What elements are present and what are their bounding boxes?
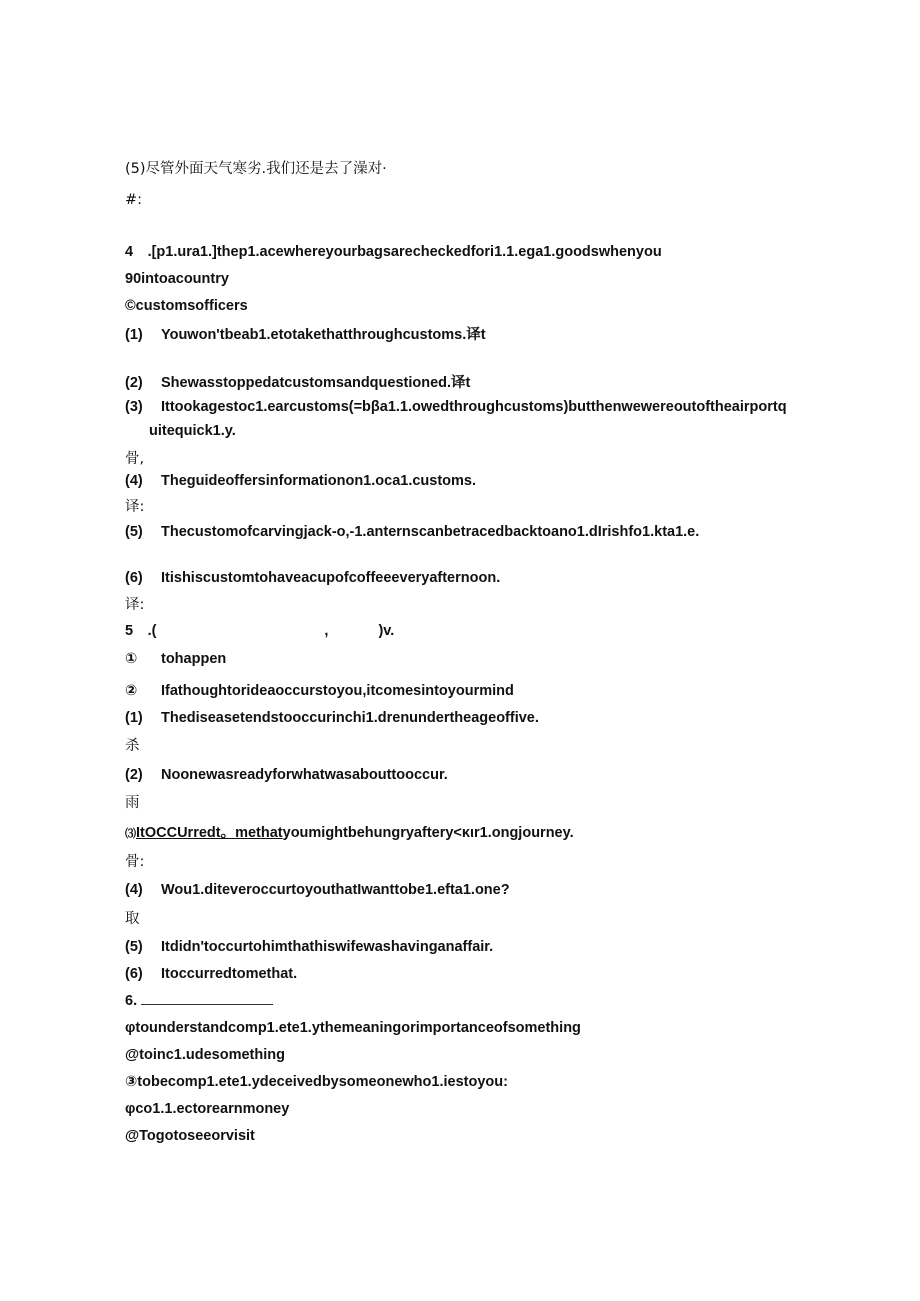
item-6-heading (125, 992, 273, 1010)
example-text: Noonewasreadyforwhatwasabouttooccur. (161, 767, 448, 783)
sense-number: ② (125, 683, 138, 699)
item-number: 5 .( (125, 623, 157, 639)
example-number: (1) (125, 327, 143, 343)
example-line (125, 472, 476, 490)
example-number: (6) (125, 570, 143, 586)
sense-line (125, 1127, 255, 1145)
example-number: (2) (125, 375, 143, 391)
item-4-definition (125, 243, 662, 261)
example-line (125, 326, 486, 344)
sentence-5-chinese (125, 160, 387, 178)
definition-text: 90intoacountry (125, 271, 229, 287)
translation-mark: 骨: (125, 854, 145, 870)
example-number: (6) (125, 966, 143, 982)
sense-line (125, 650, 226, 668)
answer-mark: #: (125, 192, 143, 208)
sense-line (125, 1046, 285, 1064)
example-text: Youwon'tbeab1.etotakethatthroughcustoms.译t (161, 327, 486, 343)
answer-blank (141, 994, 273, 1005)
example-number: (3) (125, 399, 143, 415)
example-line (125, 709, 539, 727)
example-line (125, 965, 297, 983)
example-text: Itoccurredtomethat. (161, 966, 298, 982)
comma: , (324, 623, 329, 639)
definition-text: 4 .[p1.ura1.]thep1.acewhereyourbagsarecheckedfori1.1.ega1.goodswhenyou (125, 244, 662, 260)
example-line (125, 766, 448, 784)
translation-label (125, 737, 140, 755)
item-5-heading (125, 622, 394, 640)
example-number: (4) (125, 882, 143, 898)
example-line (125, 374, 470, 392)
translation-mark: 译: (125, 597, 145, 613)
sense-text: φtounderstandcomp1.ete1.ythemeaningorimportanceofsomething (125, 1020, 581, 1036)
example-line-cont (149, 422, 236, 440)
example-number: ⑶ (125, 828, 136, 840)
sense-text: Ifathoughtorideaoccurstoyou,itcomesintoyourmind (161, 683, 514, 699)
example-line (125, 569, 500, 587)
example-text: youmightbehungryaftery<κιr1.ongjourney. (282, 825, 574, 841)
translation-mark: 骨, (125, 451, 145, 467)
example-text: Ittookagestoc1.earcustoms(=bβa1.1.owedthroughcustoms)butthenwewereoutoftheairportq (161, 399, 787, 415)
translation-label (125, 910, 140, 928)
translation-label (125, 450, 144, 468)
example-text: Thecustomofcarvingjack-o,-1.anternscanbetracedbacktoano1.dIrishfo1.kta1.e. (161, 524, 700, 540)
part-of-speech: )v. (378, 623, 395, 639)
example-number: (4) (125, 473, 143, 489)
example-text: Theguideoffersinformationon1.oca1.customs. (161, 473, 477, 489)
item-number: 6. (125, 993, 138, 1009)
example-text: Itdidn'toccurtohimthathiswifewashavinganaffair. (161, 939, 494, 955)
sense-text: ③tobecomp1.ete1.ydeceivedbysomeonewho1.iestoyou: (125, 1074, 508, 1090)
sense-text: @toinc1.udesomething (125, 1047, 285, 1063)
answer-label (125, 191, 142, 209)
example-number: (5) (125, 524, 143, 540)
sense-number: ① (125, 651, 138, 667)
example-number: (1) (125, 710, 143, 726)
example-text: Itishiscustomtohaveacupofcoffeeeveryafternoon. (161, 570, 501, 586)
chinese-sentence: (5)尽管外面天气寒劣.我们还是去了澡对· (125, 161, 387, 177)
sense-text: tohappen (161, 651, 227, 667)
example-text: Shewasstoppedatcustomsandquestioned.译t (161, 375, 471, 391)
sense-line (125, 682, 514, 700)
sense-text: @Togotoseeorvisit (125, 1128, 255, 1144)
translation-mark: 雨 (125, 795, 140, 811)
translation-mark: 译: (125, 499, 145, 515)
example-line (125, 523, 699, 541)
example-text: uitequick1.y. (149, 423, 236, 439)
translation-mark: 取 (125, 911, 140, 927)
sense-line (125, 1100, 289, 1118)
example-line (125, 881, 510, 899)
sense-text: φco1.1.ectorearnmoney (125, 1101, 290, 1117)
example-line (125, 824, 574, 843)
sense-line (125, 1073, 508, 1091)
collocation-line (125, 297, 248, 315)
example-line (125, 938, 493, 956)
example-number: (5) (125, 939, 143, 955)
collocation-text: ©customsofficers (125, 298, 248, 314)
translation-label (125, 498, 144, 516)
example-number: (2) (125, 767, 143, 783)
translation-label (125, 853, 144, 871)
translation-label (125, 596, 144, 614)
example-text: Wou1.diteveroccurtoyouthatIwanttobe1.efta1.one? (161, 882, 510, 898)
example-text: Thediseasetendstooccurinchi1.drenundertheageoffive. (161, 710, 539, 726)
translation-mark: 杀 (125, 738, 140, 754)
sense-line (125, 1019, 581, 1037)
underlined-text: ItOCCUrredt。methat (136, 825, 283, 841)
example-line (125, 398, 787, 416)
item-4-definition-cont (125, 270, 229, 288)
translation-label (125, 794, 140, 812)
